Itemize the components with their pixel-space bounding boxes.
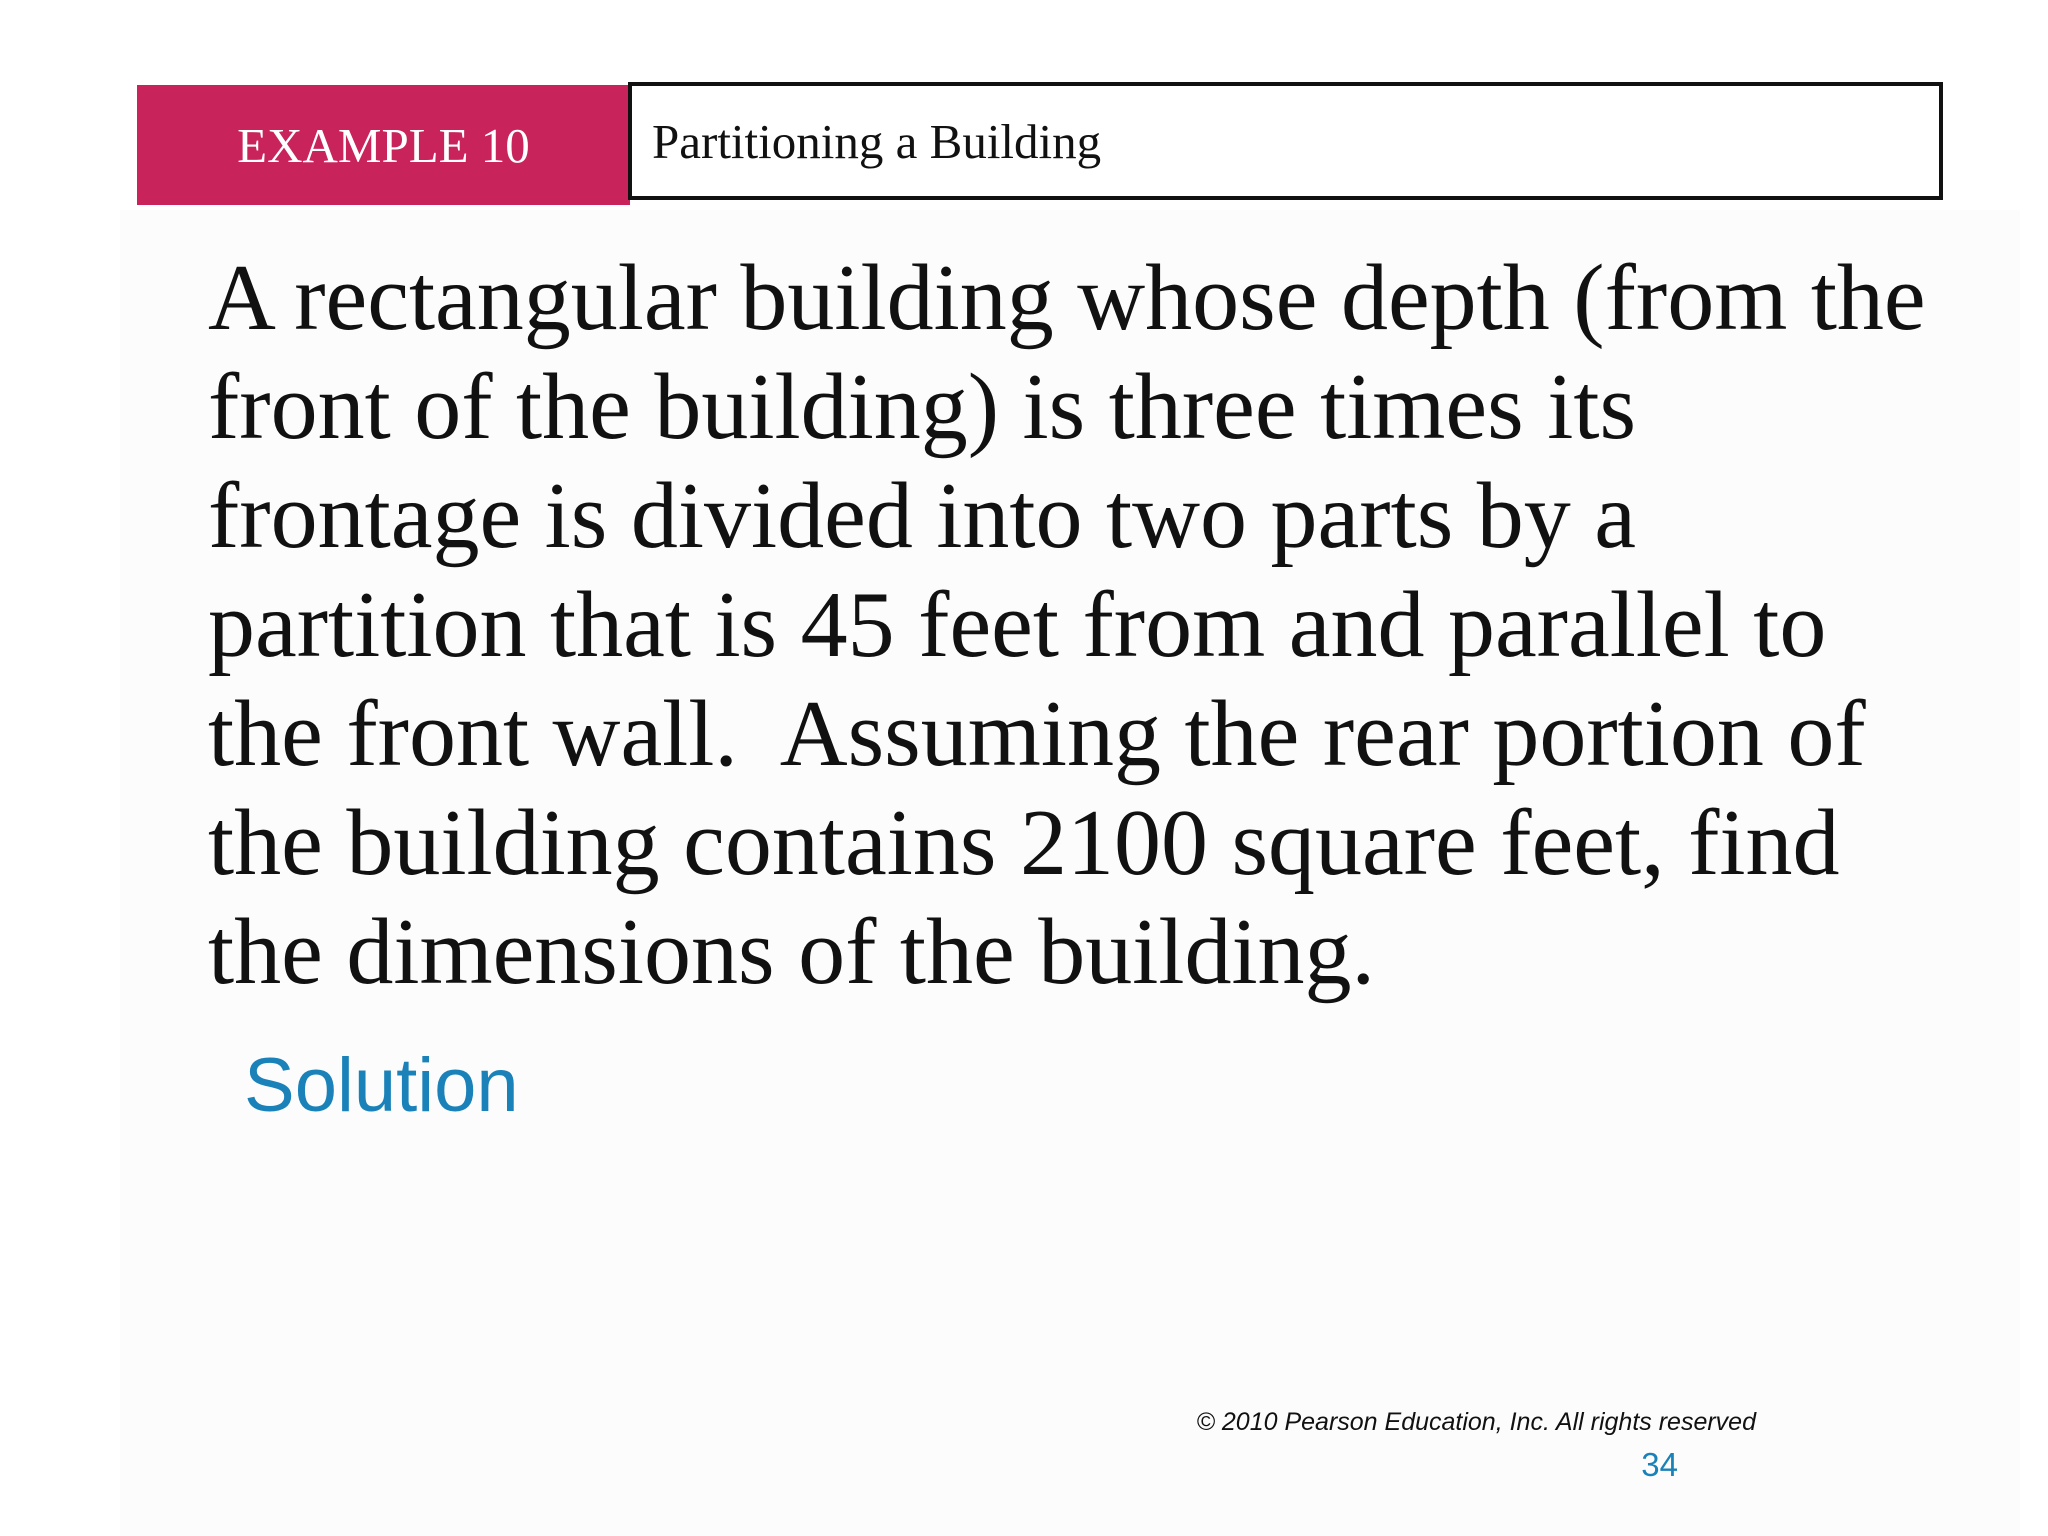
problem-line: A rectangular building whose depth (from the — [208, 246, 1926, 350]
problem-line: the front wall. Assuming the rear portion of — [208, 682, 1866, 786]
page-number: 34 — [1641, 1446, 1678, 1483]
copyright-notice: © 2010 Pearson Education, Inc. All rights reserved — [1196, 1408, 1756, 1436]
problem-line: front of the building) is three times its — [208, 355, 1637, 459]
problem-line: partition that is 45 feet from and parallel to — [208, 573, 1827, 677]
problem-statement — [208, 244, 2008, 1007]
problem-line: the building contains 2100 square feet, find — [208, 791, 1840, 895]
example-label: EXAMPLE 10 — [137, 85, 630, 205]
problem-line: the dimensions of the building. — [208, 900, 1376, 1004]
problem-line: frontage is divided into two parts by a — [208, 464, 1636, 568]
solution-link[interactable]: Solution — [244, 1043, 519, 1128]
example-title: Partitioning a Building — [628, 82, 1943, 200]
